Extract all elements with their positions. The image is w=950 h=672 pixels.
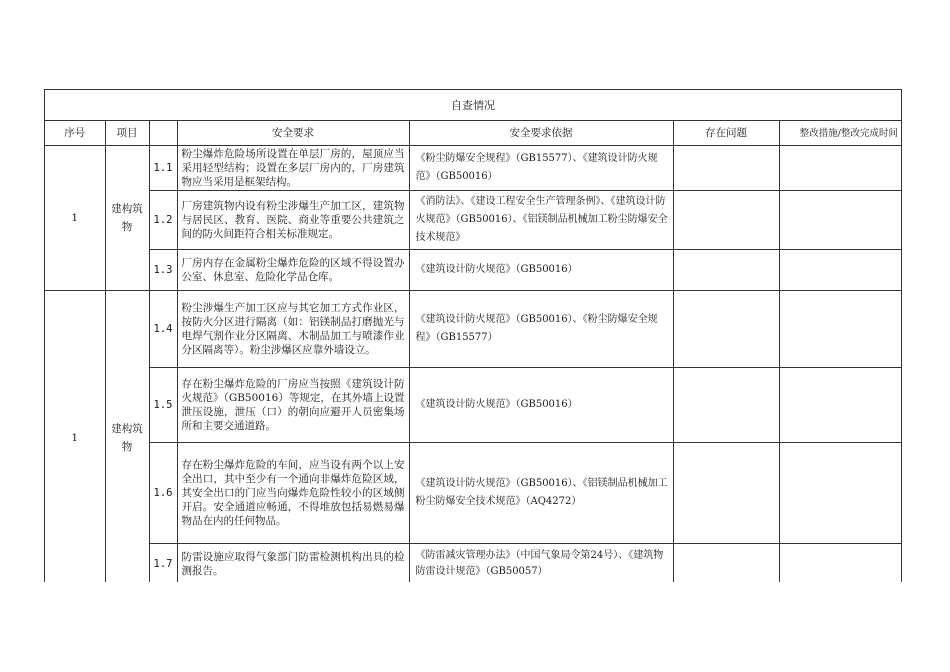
self-check-sheet — [44, 89, 902, 582]
row-requirement: 存在粉尘爆炸危险的车间，应当设有两个以上安全出口，其中至少有一个通向非爆炸危险区域，其安全出口的门应当向爆炸危险性较小的区域侧开启。安全通道应畅通，不得堆放包括易燃易爆物品在内的任何物品。 — [177, 443, 409, 544]
row-basis: 《建筑设计防火规范》（GB50016）、《铝镁制品机械加工粉尘防爆安全技术规范》（AQ4272） — [409, 443, 673, 544]
table-row — [45, 250, 901, 291]
row-rectify-cell — [779, 544, 901, 583]
row-problem-cell — [673, 291, 779, 368]
table-row — [45, 368, 901, 443]
row-requirement: 防雷设施应取得气象部门防雷检测机构出具的检测报告。 — [177, 544, 409, 583]
row-requirement: 厂房建筑物内设有粉尘涉爆生产加工区，建筑物与居民区、教育、医院、商业等重要公共建筑之间的防火间距符合相关标准规定。 — [177, 191, 409, 250]
group-no: 1 — [45, 146, 105, 291]
header-problem: 存在问题 — [673, 121, 779, 146]
header-row — [45, 121, 901, 146]
row-problem-cell — [673, 443, 779, 544]
row-basis: 《消防法》、《建设工程安全生产管理条例》、《建筑设计防火规范》（GB50016）、《铝镁制品机械加工粉尘防爆安全技术规范》 — [409, 191, 673, 250]
table-row — [45, 291, 901, 368]
row-rectify-cell — [779, 291, 901, 368]
checklist-table — [45, 120, 901, 582]
row-basis: 《建筑设计防火规范》（GB50016） — [409, 368, 673, 443]
header-index — [149, 121, 177, 146]
row-problem-cell — [673, 368, 779, 443]
row-rectify-cell — [779, 250, 901, 291]
row-requirement: 厂房内存在金属粉尘爆炸危险的区域不得设置办公室、休息室、危险化学品仓库。 — [177, 250, 409, 291]
header-no: 序号 — [45, 121, 105, 146]
header-rectify: 整改措施/整改完成时间 — [779, 121, 901, 146]
table-row — [45, 146, 901, 191]
row-basis: 《粉尘防爆安全规程》（GB15577）、《建筑设计防火规范》（GB50016） — [409, 146, 673, 191]
row-index: 1.2 — [149, 191, 177, 250]
row-basis: 《建筑设计防火规范》（GB50016）、《粉尘防爆安全规程》（GB15577） — [409, 291, 673, 368]
group-project: 建构筑物 — [105, 291, 149, 583]
row-index: 1.3 — [149, 250, 177, 291]
header-basis: 安全要求依据 — [409, 121, 673, 146]
row-requirement: 粉尘爆炸危险场所设置在单层厂房的，屋顶应当采用轻型结构；设置在多层厂房内的，厂房建筑物应当采用是框架结构。 — [177, 146, 409, 191]
group-project: 建构筑物 — [105, 146, 149, 291]
table-row — [45, 191, 901, 250]
row-basis: 《建筑设计防火规范》（GB50016） — [409, 250, 673, 291]
header-project: 项目 — [105, 121, 149, 146]
row-index: 1.7 — [149, 544, 177, 583]
row-requirement: 粉尘涉爆生产加工区应与其它加工方式作业区，按防火分区进行隔离（如：铝镁制品打磨抛光与电焊气割作业分区隔离、木制品加工与喷漆作业分区隔离等）。粉尘涉爆区应靠外墙设立。 — [177, 291, 409, 368]
row-index: 1.6 — [149, 443, 177, 544]
row-index: 1.5 — [149, 368, 177, 443]
sheet-title: 自查情况 — [45, 90, 901, 121]
group-no: 1 — [45, 291, 105, 583]
row-problem-cell — [673, 250, 779, 291]
row-problem-cell — [673, 191, 779, 250]
row-rectify-cell — [779, 191, 901, 250]
row-rectify-cell — [779, 146, 901, 191]
table-row — [45, 544, 901, 583]
row-requirement: 存在粉尘爆炸危险的厂房应当按照《建筑设计防火规范》（GB50016）等规定，在其外墙上设置泄压设施，泄压（口）的朝向应避开人员密集场所和主要交通道路。 — [177, 368, 409, 443]
row-rectify-cell — [779, 443, 901, 544]
row-basis: 《防雷减灾管理办法》（中国气象局令第24号）、《建筑物防雷设计规范》（GB50057） — [409, 544, 673, 583]
row-problem-cell — [673, 544, 779, 583]
row-problem-cell — [673, 146, 779, 191]
row-index: 1.1 — [149, 146, 177, 191]
header-requirement: 安全要求 — [177, 121, 409, 146]
table-row — [45, 443, 901, 544]
row-index: 1.4 — [149, 291, 177, 368]
row-rectify-cell — [779, 368, 901, 443]
